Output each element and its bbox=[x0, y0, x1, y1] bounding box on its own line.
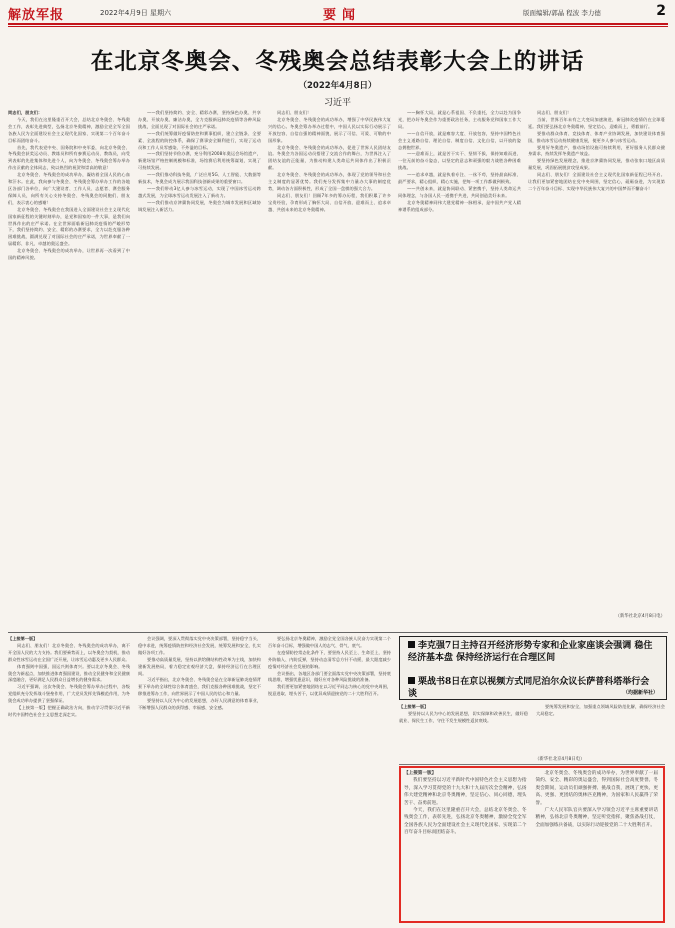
news-brief-item[interactable] bbox=[408, 640, 658, 664]
paragraph: 要坚持以人民为中心的发展思想，办好人民满意的体育事业，不断增强人民群众的获得感、幸福感、安全感。 bbox=[138, 698, 261, 711]
source-note: （新华社北京4月8日电） bbox=[535, 757, 585, 762]
paragraph: 同志们、朋友们！ bbox=[537, 110, 572, 115]
paragraph: 要弘扬北京冬奥精神，激励全党全国各族人民奋力实现第二个百年奋斗目标，增强做中国人的志气、骨气、底气。 bbox=[268, 636, 391, 648]
paragraph: ——胸怀大局，就是心系祖国、不负重托，全力以赴为国争光，把办好冬奥会作为重要政治任务，主动服务党和国家工作大局。 bbox=[398, 110, 521, 129]
header-rule-thin bbox=[8, 26, 668, 27]
paragraph: 首先，我代表党中央、国务院和中央军委，向北京冬奥会、冬残奥会获奖运动员、教练员和所有参赛运动员、教练员，向受到表彰的先进集体和先进个人，向为冬奥会、冬残奥会筹办举办作出贡献的全体同志，致以热烈的祝贺和崇高的敬意！ bbox=[8, 144, 130, 171]
page-editors: 版面编辑/郭晶 程波 李力德 bbox=[523, 9, 601, 17]
issue-date: 2022年4月9日 星期六 bbox=[100, 9, 171, 17]
paragraph: 北京冬奥会、冬残奥会的成功举办，凝结着全国人民的心血和汗水。在此，我向参与冬奥会、冬残奥会筹办举办工作的各地区各部门各单位，向广大建设者、工作人员、志愿者、赛会服务保障人员，向所有关心支持冬奥会、冬残奥会的同胞们、朋友们，表示衷心的感谢！ bbox=[8, 172, 130, 205]
paragraph: 北京冬奥会、冬残奥会在我国进入全面建设社会主义现代化国家新征程的关键时刻举办，是党和国家的一件大事，是我们向世界作出的庄严承诺。在全世界面临新冠肺炎疫情的严峻形势下，我们坚持简约、安全、精彩的办赛要求，全力以赴克服各种困难挑战，圆满兑现了对国际社会的庄严承诺，为世界奉献了一届精彩、非凡、卓越的奥运盛会。 bbox=[8, 206, 130, 247]
paragraph: 北京冬奥会、冬残奥会的成功举办，增强了中华民族伟大复兴的信心。冬奥会筹办举办过程中，中国人民以实际行动展示了开放包容、自信自强的精神面貌，展示了可信、可爱、可敬的中国形象。 bbox=[268, 116, 391, 143]
paragraph: 北京冬奥会、冬残奥会的成功举办，为世界奉献了一届简约、安全、精彩的奥运盛会，得到国际社会高度赞誉。冬奥会期间，运动员们顽强拼搏、挑战自我，展现了更快、更高、更强、更团结的奥林匹克精神，为国家和人民赢得了荣誉。 bbox=[535, 771, 658, 806]
paragraph: 同志们、朋友们！北京冬奥会、冬残奥会的成功举办，离不开全国人民的大力支持。我们要乘势而上，以冬奥会为契机，推动群众性冰雪运动在全国广泛开展，让冰雪运动惠及更多人民群众。 bbox=[8, 642, 130, 662]
news-brief-box bbox=[399, 636, 667, 700]
paragraph: 要用好冬奥遗产，推动场馆设施可持续利用，更好服务人民群众健身需求，持续发挥冬奥遗产效益。 bbox=[528, 144, 665, 157]
paragraph: 会议强调，要深入贯彻落实党中央决策部署，坚持稳字当头、稳中求进，统筹疫情防控和经济社会发展，统筹发展和安全，扎实做好各项工作。 bbox=[138, 636, 261, 655]
article-column-4 bbox=[398, 110, 521, 630]
paragraph: ——我们坚持节俭办赛，充分利用2008年奥运会场馆遗产，新建场馆严格控制规模和标准，场馆赛后利用统筹谋划，实现了可持续发展。 bbox=[138, 151, 261, 171]
paragraph: 要坚持绿色发展理念，推进京津冀协同发展，推动张家口地区高质量发展，巩固拓展脱贫攻坚成果。 bbox=[528, 158, 665, 171]
continuation-label: 【上接第一版】 bbox=[404, 771, 437, 776]
byline: 习近平 bbox=[323, 98, 351, 108]
continued-article-2 bbox=[138, 636, 261, 916]
news-brief-title: 李克强7日主持召开经济形势专家和企业家座谈会强调 稳住经济基本盘 保持经济运行在合理区间 bbox=[408, 641, 653, 663]
source-note: （新华社北京4月8日电） bbox=[615, 614, 665, 619]
paragraph: ——共创未来，就是协同联动、紧密携手，坚持人类命运共同体理念，与各国人民一道携手共进，共同创造美好未来。 bbox=[398, 185, 521, 198]
paragraph: ——我们坚持简约、安全、精彩办赛，坚持绿色办奥、共享办奥、开放办奥、廉洁办奥，全力克服新冠肺炎疫情等各种风险挑战，全面兑现了对国际社会的庄严承诺。 bbox=[138, 110, 261, 129]
paragraph: 今天，我们在这里隆重召开大会，总结北京冬奥会、冬残奥会工作，表彰先进典型，弘扬北京冬奥精神，激励全党全军全国各族人民为全面建设社会主义现代化国家、实现第二个百年奋斗目标而团结奋斗。 bbox=[8, 116, 130, 143]
paragraph: 要统筹发展和安全，加强重点领域风险防范化解，确保经济社会大局稳定。 bbox=[536, 704, 665, 716]
paragraph: ——我们统筹做好疫情防控和赛事组织，建立全链条、全要素、全流程的防控体系，确保了赛事安全顺利进行，实现了运动员和工作人员零感染、不外溢的目标。 bbox=[138, 130, 261, 150]
article-column-3 bbox=[268, 110, 391, 630]
section-title: 要闻 bbox=[323, 8, 362, 23]
square-bullet-icon bbox=[408, 641, 415, 648]
paragraph: 习近平指出，北京冬奥会、冬残奥会是在全球新冠肺炎疫情背景下举办的全球性综合体育盛会，我们克服各种困难挑战，坚定不移推进筹办工作，向世界展示了中国人民的信心和力量。 bbox=[138, 677, 261, 697]
article-column-2 bbox=[138, 110, 261, 630]
paragraph: 习近平强调，这次冬奥会、冬残奥会筹办举办过程中，各级党组织充分发挥战斗堡垒作用，广大党员发挥先锋模范作用，为冬奥会成功举办提供了坚强保证。 bbox=[8, 684, 130, 704]
paragraph: 今天，我们在这里隆重召开大会，总结北京冬奥会、冬残奥会工作，表彰先进，弘扬北京冬奥精神，激励全党全军全国各族人民为全面建设社会主义现代化国家、实现第二个百年奋斗目标而团结奋斗。 bbox=[404, 808, 527, 836]
dateline: （2022年4月8日） bbox=[298, 81, 377, 91]
news-brief-title: 栗战书8日在京以视频方式同尼泊尔众议长萨普科塔举行会谈 bbox=[408, 677, 650, 699]
section-divider bbox=[8, 632, 668, 633]
header-rule bbox=[8, 23, 668, 25]
paragraph: 【上接第一版】把握正确政治方向，推动学习贯彻习近平新时代中国特色社会主义思想走深走实。 bbox=[8, 705, 130, 717]
paragraph: ——我们带动3亿人参与冰雪运动，实现了中国冰雪运动跨越式发展，为全球冰雪运动发展注入了新动力。 bbox=[138, 185, 261, 198]
article-column-1 bbox=[8, 110, 130, 630]
continuation-label: 【上接第一版】 bbox=[8, 636, 38, 641]
continued-article-3 bbox=[268, 636, 391, 916]
masthead bbox=[8, 4, 668, 22]
paragraph: 同志们、朋友们！回顾7年多的筹办历程，我们积累了许多宝贵经验，孕育形成了胸怀大局、自信开放、迎难而上、追求卓越、共创未来的北京冬奥精神。 bbox=[268, 192, 391, 212]
paragraph: ——我们推动京津冀协同发展，冬奥会为城市发展和区域协调发展注入新活力。 bbox=[138, 199, 261, 212]
paragraph: 体育强则中国强，国运兴则体育兴。要以北京冬奥会、冬残奥会为新起点，加快推进体育强国建设，推动全民健身和全民健康深度融合，更好满足人民群众日益增长的健身需求。 bbox=[8, 663, 130, 683]
paragraph: 我们要坚持以习近平新时代中国特色社会主义思想为指导，深入学习贯彻党的十九大和十九届历次全会精神，弘扬伟大建党精神和北京冬奥精神，坚定信心、同心同德，埋头苦干、奋勇前进。 bbox=[404, 778, 527, 806]
square-bullet-icon bbox=[408, 677, 415, 684]
salutation: 同志们，朋友们： bbox=[8, 110, 43, 115]
continued-article-1 bbox=[8, 636, 130, 916]
highlighted-article[interactable] bbox=[404, 770, 658, 914]
paragraph: 在疫情防控常态化条件下，要坚持人民至上、生命至上，坚持外防输入、内防反弹，坚持动态清零总方针不动摇，最大限度减少疫情对经济社会发展的影响。 bbox=[268, 649, 391, 669]
paragraph: ——追求卓越，就是执着专注、一丝不苟，坚持最高标准、最严要求，精心组织、精心实施，把每一项工作都做到极致。 bbox=[398, 172, 521, 185]
paragraph: 北京冬奥会、冬残奥会的成功举办，让世界再一次看到了中国的精神风貌。 bbox=[8, 248, 130, 261]
paragraph: 当前，世界百年未有之大变局加速演进，新冠肺炎疫情仍在全球蔓延。我们要弘扬北京冬奥精神，坚定信心，迎难而上，勇毅前行。 bbox=[528, 116, 665, 129]
section-divider bbox=[399, 764, 665, 765]
paragraph: 会议指出，各地区各部门要全面落实党中央决策部署，坚持底线思维，增强忧患意识，做好应对各种风险挑战的准备。 bbox=[268, 670, 391, 683]
paragraph: 我们要更加紧密地团结在以习近平同志为核心的党中央周围，锐意进取、埋头苦干，以优异成绩迎接党的二十大胜利召开。 bbox=[268, 684, 391, 697]
paragraph: 北京冬奥会、冬残奥会的成功举办，促进了世界人民团结友谊。冬奥会为各国运动员搭建了交流合作的舞台，为世界注入了团结友谊的正能量，为推动构建人类命运共同体作出了积极贡献。 bbox=[268, 144, 391, 171]
paragraph: ——迎难而上，就是苦干实干、坚韧不拔，保持知难而进、一往无前的奋斗姿态，以坚定的意志和顽强的毅力战胜各种困难挑战。 bbox=[398, 151, 521, 171]
headline: 在北京冬奥会、冬残奥会总结表彰大会上的讲话 bbox=[90, 49, 585, 75]
article-column-5 bbox=[528, 110, 665, 630]
paragraph: ——我们推动科技冬奥，广泛应用5G、人工智能、大数据等新技术，冬奥会成为展示我国科技创新成果的重要窗口。 bbox=[138, 172, 261, 185]
paragraph: 北京冬奥会、冬残奥会的成功举办，体现了党的领导和社会主义制度的显著优势。我们充分发挥集中力量办大事的制度优势，调动各方面积极性，形成了全国一盘棋的强大合力。 bbox=[268, 172, 391, 191]
continuation-label: 【上接第一版】 bbox=[399, 704, 429, 709]
paragraph: 北京冬奥精神同伟大建党精神一脉相承，是中国共产党人精神谱系的组成部分。 bbox=[398, 199, 521, 212]
news-brief-item[interactable] bbox=[408, 676, 658, 700]
paragraph: 同志们、朋友们！全面建设社会主义现代化国家新征程已经开启。让我们更加紧密地团结在党中央周围，坚定信心，砥砺奋进，为实现第二个百年奋斗目标、实现中华民族伟大复兴的中国梦而不懈奋斗！ bbox=[528, 172, 665, 191]
page-number: 2 bbox=[656, 3, 666, 19]
paragraph: 要推动群众体育、竞技体育、体育产业协调发展，加快建设体育强国，推动冰雪运动持续健康发展，使更多人参与冰雪运动。 bbox=[528, 130, 665, 143]
paragraph: 广大人民军队官兵要深入学习领会习近平主席重要讲话精神，弘扬北京冬奥精神，坚定听党指挥，聚焦备战打仗，全面加强练兵备战，以实际行动迎接党的二十大胜利召开。 bbox=[535, 808, 658, 828]
continued-article-4 bbox=[399, 704, 665, 762]
paragraph: 同志们、朋友们！ bbox=[277, 110, 312, 115]
paragraph: 要坚持以人民为中心的发展思想，切实保障和改善民生，做好稳就业、保民生工作，守住不发生规模性返贫底线。 bbox=[399, 710, 528, 723]
paragraph: 要推动高质量发展，坚持以供给侧结构性改革为主线，加快构建新发展格局，着力稳定宏观经济大盘，保持经济运行在合理区间。 bbox=[138, 656, 261, 676]
paragraph: ——自信开放，就是雍容大度、开放包容，坚持中国特色社会主义道路自信、理论自信、制度自信、文化自信，以开放的姿态拥抱世界。 bbox=[398, 130, 521, 150]
newspaper-logo: 解放军报 bbox=[8, 8, 65, 23]
news-brief-source: （均据新华社） bbox=[622, 690, 658, 696]
